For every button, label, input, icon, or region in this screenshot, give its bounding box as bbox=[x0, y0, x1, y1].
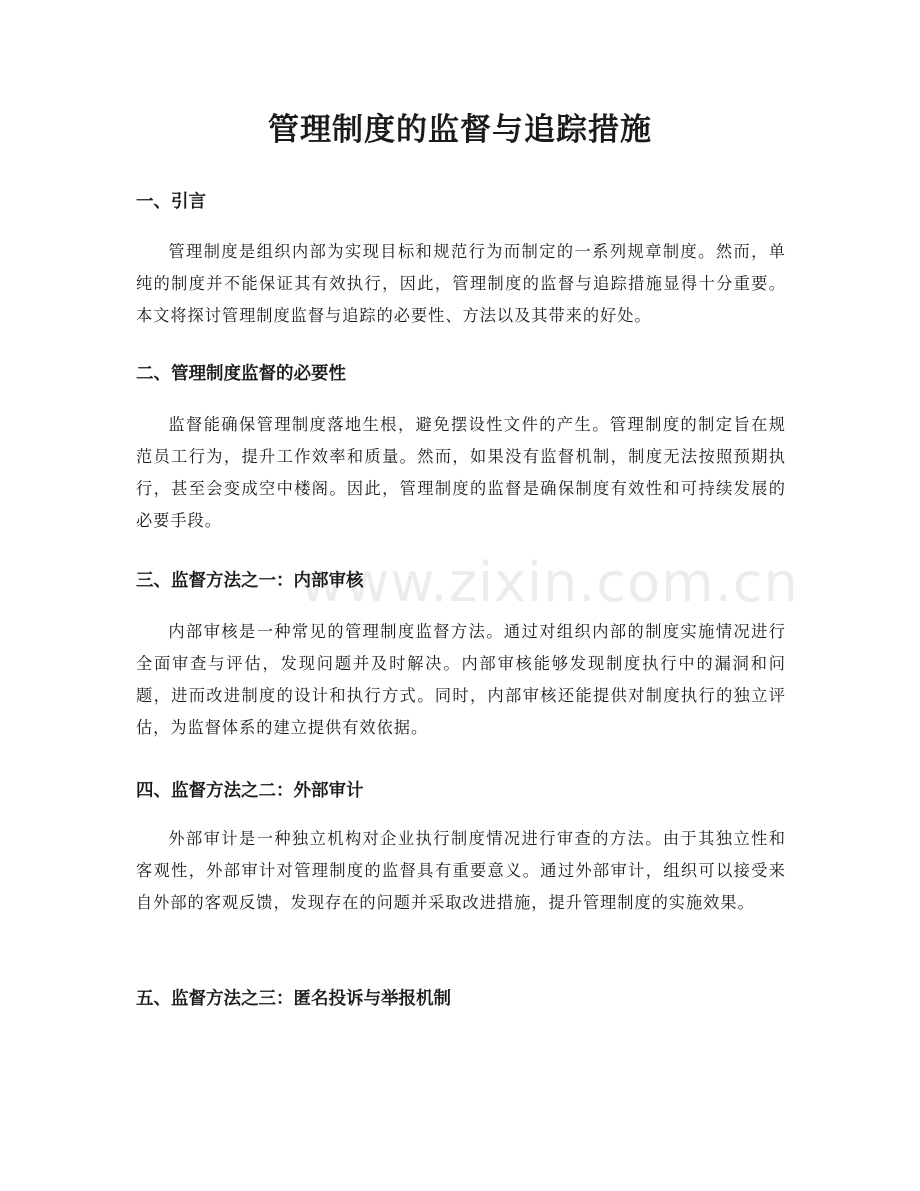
section-paragraph-necessity: 监督能确保管理制度落地生根，避免摆设性文件的产生。管理制度的制定旨在规范员工行为，提升工作效率和质量。然而，如果没有监督机制，制度无法按照预期执行，甚至会变成空中楼阁。因此，管理制度的监督是确保制度有效性和可持续发展的必要手段。 bbox=[136, 415, 786, 530]
section-heading-anonymous-report: 五、监督方法之三：匿名投诉与举报机制 bbox=[136, 989, 451, 1009]
section-paragraph-introduction: 管理制度是组织内部为实现目标和规范行为而制定的一系列规章制度。然而，单纯的制度并不能保证其有效执行，因此，管理制度的监督与追踪措施显得十分重要。本文将探讨管理制度监督与追踪的必要性、方法以及其带来的好处。 bbox=[136, 242, 786, 325]
section-heading-introduction: 一、引言 bbox=[136, 192, 206, 212]
section-heading-external-audit: 四、监督方法之二：外部审计 bbox=[136, 781, 364, 801]
section-paragraph-external-audit: 外部审计是一种独立机构对企业执行制度情况进行审查的方法。由于其独立性和客观性，外部审计对管理制度的监督具有重要意义。通过外部审计，组织可以接受来自外部的客观反馈，发现存在的问题并采取改进措施，提升管理制度的实施效果。 bbox=[136, 829, 786, 912]
section-paragraph-internal-audit: 内部审核是一种常见的管理制度监督方法。通过对组织内部的制度实施情况进行全面审查与评估，发现问题并及时解决。内部审核能够发现制度执行中的漏洞和问题，进而改进制度的设计和执行方式。同时，内部审核还能提供对制度执行的独立评估，为监督体系的建立提供有效依据。 bbox=[136, 622, 786, 737]
document-title: 管理制度的监督与追踪措施 bbox=[268, 112, 652, 148]
section-heading-necessity: 二、管理制度监督的必要性 bbox=[136, 364, 346, 384]
watermark-text: www.zixin.com.cn bbox=[300, 551, 799, 614]
section-heading-internal-audit: 三、监督方法之一：内部审核 bbox=[136, 571, 364, 591]
